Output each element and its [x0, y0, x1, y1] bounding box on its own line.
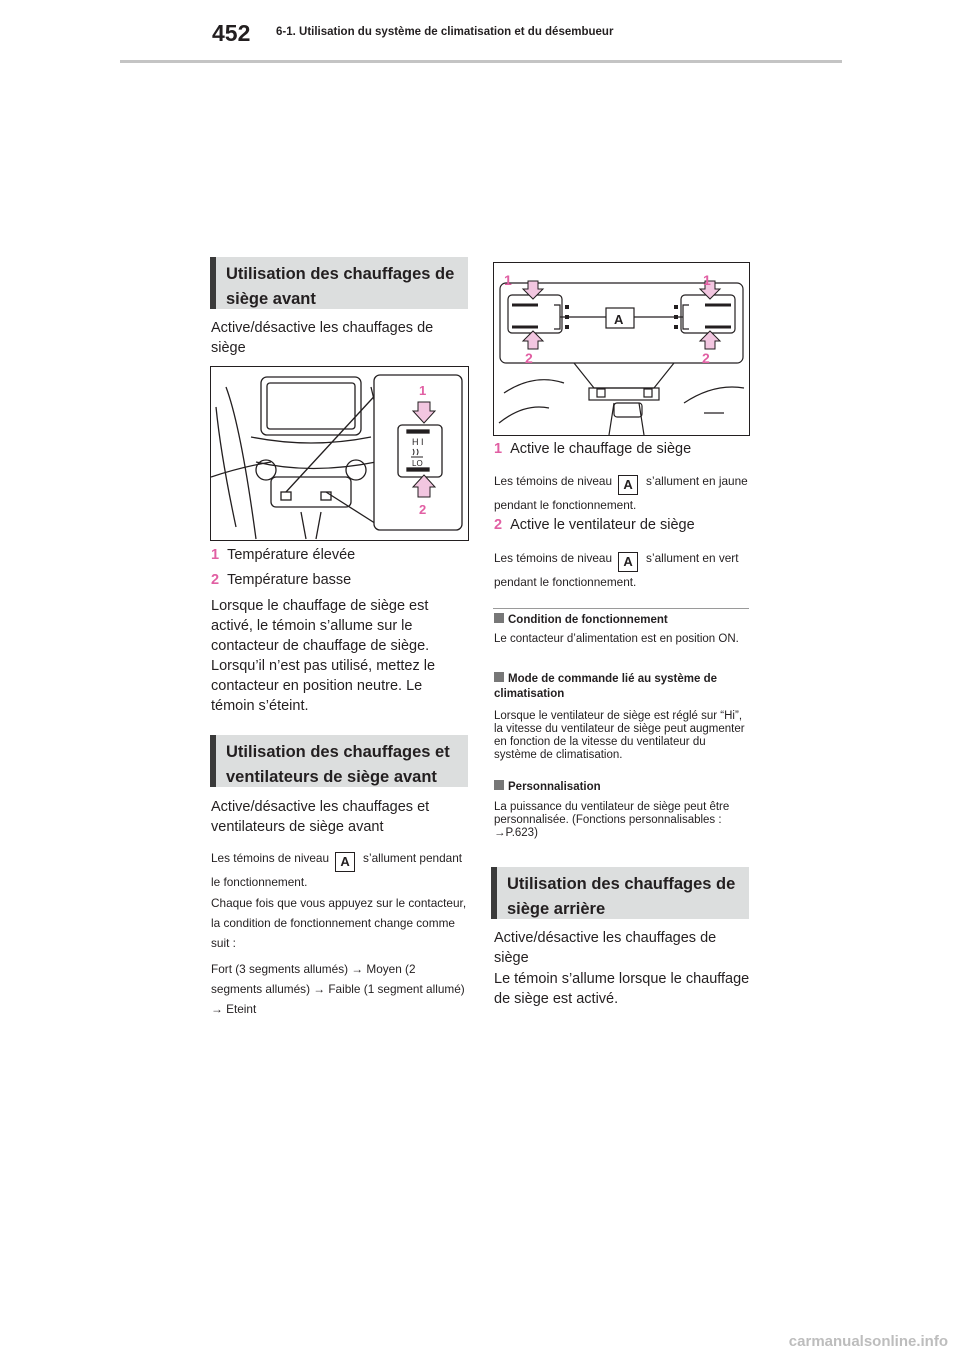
- callout-2: 2: [419, 502, 427, 517]
- square-bullet-icon: [494, 672, 504, 682]
- paragraph: Lorsqu’il n’est pas utilisé, mettez le contacteur en position neutre. Le témoin s’éteint.: [211, 658, 436, 714]
- text: s’allument en jaune pendant le fonctionnement.: [494, 474, 748, 512]
- text: Condition de fonctionnement: [508, 614, 668, 626]
- page-number: 452: [212, 20, 251, 46]
- text: s’allument en vert pendant le fonctionnement.: [494, 551, 739, 589]
- indicator-box: A: [335, 852, 355, 872]
- figure-heater-ventilator-switch: [493, 262, 750, 436]
- square-bullet-icon: [494, 780, 504, 790]
- section-title: [494, 613, 750, 628]
- callout-1-right: 1: [703, 272, 711, 288]
- indicator-box: A: [618, 552, 638, 572]
- text: Les témoins de niveau: [211, 851, 330, 865]
- label-a: A: [614, 312, 624, 327]
- item-number: 1: [211, 547, 220, 563]
- chapter-title: 6-1. Utilisation du système de climatisation et du désembueur: [276, 26, 614, 38]
- item-number: 1: [494, 441, 503, 457]
- indicator-box: A: [618, 475, 638, 495]
- callout-1: 1: [419, 383, 427, 398]
- section-body: Le contacteur d’alimentation est en position ON.: [494, 633, 739, 645]
- small-paragraph: Chaque fois que vous appuyez sur le contacteur, la condition de fonctionnement change comme suit :: [211, 896, 467, 950]
- panel-illustration: [494, 263, 749, 435]
- text: Mode de commande lié au système de climatisation: [494, 673, 717, 700]
- callout-1-left: 1: [504, 272, 512, 288]
- heading-front-seat-heaters: Utilisation des chauffages de siège avant: [210, 257, 468, 309]
- item-number: 2: [494, 517, 503, 533]
- small-paragraph: [211, 848, 467, 892]
- list-item: [211, 570, 351, 590]
- paragraph-intro: Active/désactive les chauffages de siège: [211, 320, 434, 356]
- hi-label: H I: [412, 437, 424, 447]
- list-item: [211, 545, 355, 565]
- heading-rear-seat-heaters: Utilisation des chauffages de siège arrière: [491, 867, 749, 919]
- divider: [493, 608, 749, 609]
- item-label: Active le chauffage de siège: [510, 441, 692, 457]
- list-item: [494, 439, 691, 459]
- list-item: [494, 515, 695, 535]
- small-paragraph: Fort (3 segments allumés) → Moyen (2 segments allumés) → Faible (1 segment allumé) → Eteint: [211, 962, 465, 1016]
- dashboard-illustration: [211, 367, 468, 540]
- callout-2-left: 2: [525, 350, 533, 366]
- lo-label: LO: [412, 459, 423, 468]
- text: Les témoins de niveau: [494, 551, 613, 565]
- watermark: carmanualsonline.info: [788, 1333, 948, 1350]
- text: s’allument pendant le fonctionnement.: [211, 851, 463, 889]
- item-label: Température basse: [227, 572, 352, 588]
- callout-2-right: 2: [702, 350, 710, 366]
- section-title: [494, 780, 750, 795]
- section-body: La puissance du ventilateur de siège peut être personnalisée. (Fonctions personnalisables : →P.623): [494, 801, 730, 839]
- item-label: Active le ventilateur de siège: [510, 517, 695, 533]
- section-title: [494, 672, 750, 702]
- small-paragraph: [494, 471, 750, 515]
- paragraph: Lorsque le chauffage de siège est activé, le témoin s’allume sur le contacteur de chauffage de siège.: [211, 598, 430, 654]
- paragraph: Le témoin s’allume lorsque le chauffage de siège est activé.: [494, 971, 750, 1007]
- item-label: Température élevée: [227, 547, 356, 563]
- text: Personnalisation: [508, 781, 601, 793]
- square-bullet-icon: [494, 613, 504, 623]
- heading-front-heaters-ventilators: Utilisation des chauffages et ventilateurs de siège avant: [210, 735, 468, 787]
- item-number: 2: [211, 572, 220, 588]
- header-rule: [120, 60, 842, 63]
- section-body: Lorsque le ventilateur de siège est réglé sur “Hi”, la vitesse du ventilateur de siège peut augmenter en fonction de la vitesse du ventilateur du système de climatisation.: [494, 710, 745, 761]
- text: Les témoins de niveau: [494, 474, 613, 488]
- paragraph: Active/désactive les chauffages et ventilateurs de siège avant: [211, 799, 430, 835]
- paragraph: Active/désactive les chauffages de siège: [494, 930, 717, 966]
- figure-seat-heater-switch: [210, 366, 469, 541]
- small-paragraph: [494, 548, 750, 592]
